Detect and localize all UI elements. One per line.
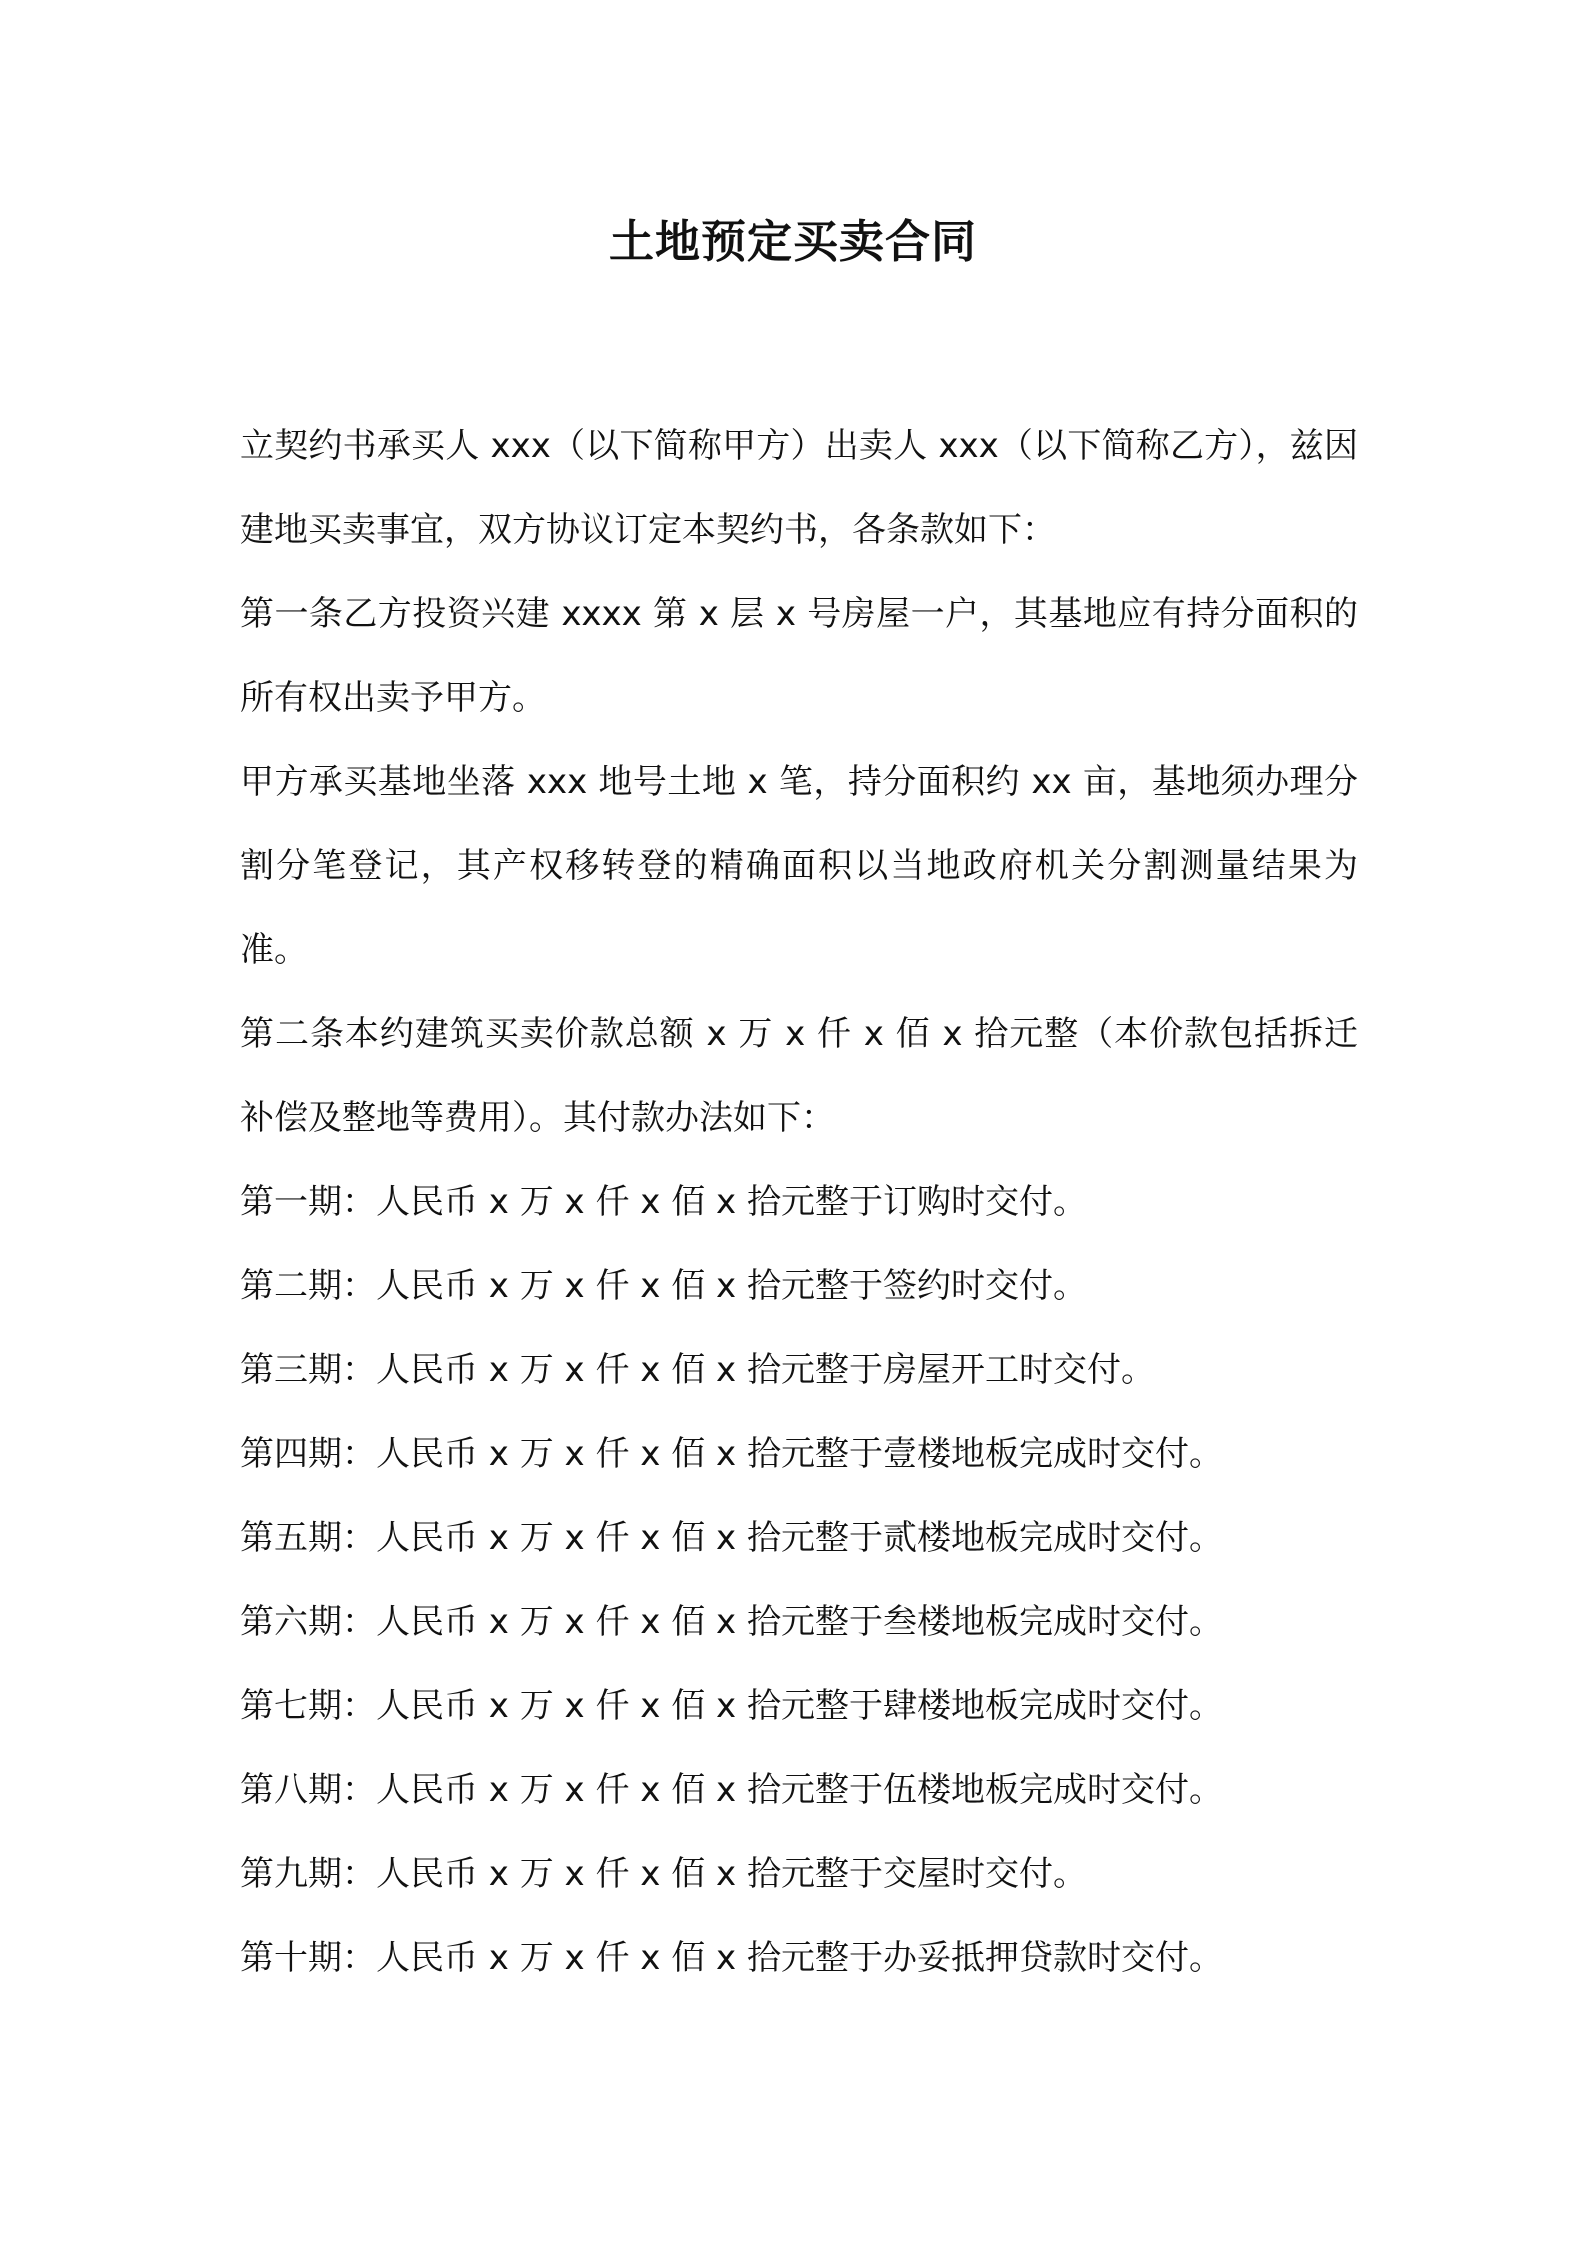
payment-installment-3: 第三期：人民币 x 万 x 仟 x 佰 x 拾元整于房屋开工时交付。	[240, 1350, 1155, 1390]
document-body	[240, 404, 1358, 2000]
payment-installment-5: 第五期：人民币 x 万 x 仟 x 佰 x 拾元整于贰楼地板完成时交付。	[240, 1518, 1223, 1558]
preamble-paragraph: 立契约书承买人 xxx（以下简称甲方）出卖人 xxx（以下简称乙方），兹因建地买卖事宜，双方协议订定本契约书，各条款如下：	[240, 426, 1358, 550]
payment-installment-8: 第八期：人民币 x 万 x 仟 x 佰 x 拾元整于伍楼地板完成时交付。	[240, 1770, 1223, 1810]
payment-installment-6: 第六期：人民币 x 万 x 仟 x 佰 x 拾元整于叁楼地板完成时交付。	[240, 1602, 1223, 1642]
document-title: 土地预定买卖合同	[608, 215, 977, 268]
payment-installment-2: 第二期：人民币 x 万 x 仟 x 佰 x 拾元整于签约时交付。	[240, 1266, 1087, 1306]
article-1-paragraph: 第一条乙方投资兴建 xxxx 第 x 层 x 号房屋一户，其基地应有持分面积的所有权出卖予甲方。	[240, 594, 1358, 718]
payment-installment-7: 第七期：人民币 x 万 x 仟 x 佰 x 拾元整于肆楼地板完成时交付。	[240, 1686, 1223, 1726]
article-2-paragraph: 第二条本约建筑买卖价款总额 x 万 x 仟 x 佰 x 拾元整（本价款包括拆迁补偿及整地等费用）。其付款办法如下：	[240, 1014, 1358, 1138]
payment-installment-1: 第一期：人民币 x 万 x 仟 x 佰 x 拾元整于订购时交付。	[240, 1182, 1087, 1222]
payment-installment-9: 第九期：人民币 x 万 x 仟 x 佰 x 拾元整于交屋时交付。	[240, 1854, 1087, 1894]
payment-installment-10: 第十期：人民币 x 万 x 仟 x 佰 x 拾元整于办妥抵押贷款时交付。	[240, 1938, 1223, 1978]
payment-installment-4: 第四期：人民币 x 万 x 仟 x 佰 x 拾元整于壹楼地板完成时交付。	[240, 1434, 1223, 1474]
land-details-paragraph: 甲方承买基地坐落 xxx 地号土地 x 笔，持分面积约 xx 亩，基地须办理分割分笔登记，其产权移转登的精确面积以当地政府机关分割测量结果为准。	[240, 762, 1358, 970]
